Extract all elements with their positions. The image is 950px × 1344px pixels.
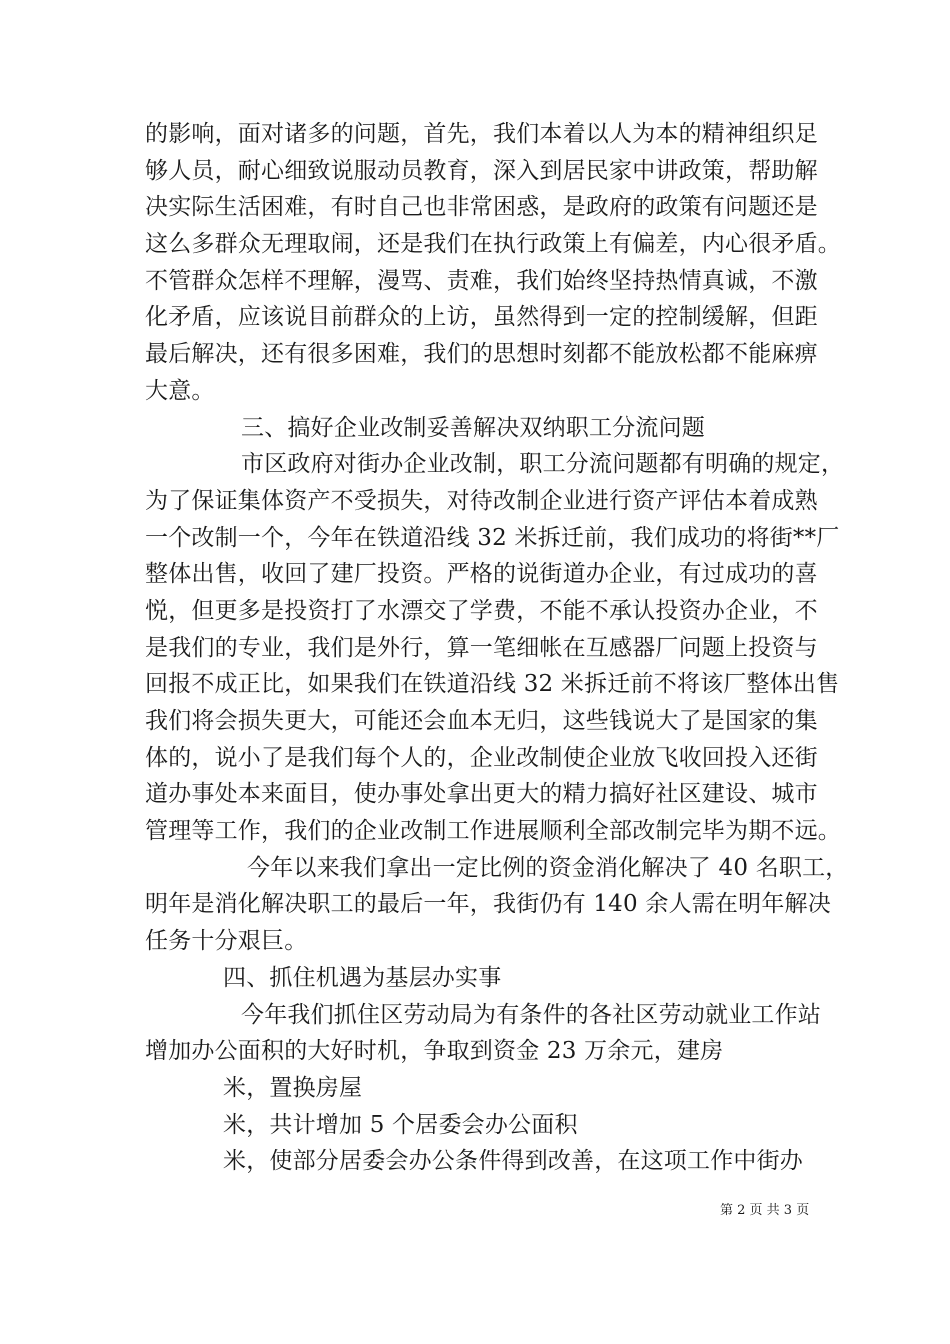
paragraph-line: 大意。 <box>145 377 215 404</box>
section-heading: 四、抓住机遇为基层办实事 <box>223 964 502 991</box>
paragraph-line: 我们将会损失更大，可能还会血本无归，这些钱说大了是国家的集 <box>145 708 818 734</box>
paragraph-line: 今年以来我们拿出一定比例的资金消化解决了 40 名职工， <box>247 854 849 881</box>
page-number-footer: 第 2 页 共 3 页 <box>720 1203 810 1218</box>
paragraph-line: 管理等工作，我们的企业改制工作进展顺利全部改制完毕为期不远。 <box>145 818 841 845</box>
paragraph-line: 决实际生活困难，有时自己也非常困惑，是政府的政策有问题还是 <box>145 194 818 221</box>
section-heading: 三、搞好企业改制妥善解决双纳职工分流问题 <box>241 414 705 441</box>
paragraph-line: 为了保证集体资产不受损失，对待改制企业进行资产评估本着成熟 <box>145 487 818 514</box>
paragraph-line: 化矛盾，应该说目前群众的上访，虽然得到一定的控制缓解，但距 <box>145 304 818 331</box>
paragraph-line: 悦，但更多是投资打了水漂交了学费，不能不承认投资办企业，不 <box>145 597 818 624</box>
paragraph-line: 是我们的专业，我们是外行，算一笔细帐在互感器厂问题上投资与 <box>145 634 818 661</box>
paragraph-line: 的影响，面对诸多的问题，首先，我们本着以人为本的精神组织足 <box>145 121 818 147</box>
paragraph-line: 一个改制一个，今年在铁道沿线 32 米拆迁前，我们成功的将街**厂 <box>145 524 840 551</box>
paragraph-line: 体的，说小了是我们每个人的，企业改制使企业放飞收回投入还街 <box>145 744 818 771</box>
paragraph-line: 够人员，耐心细致说服动员教育，深入到居民家中讲政策，帮助解 <box>145 157 818 184</box>
paragraph-line: 米，使部分居委会办公条件得到改善，在这项工作中街办 <box>223 1148 803 1175</box>
paragraph-line: 道办事处本来面目，使办事处拿出更大的精力搞好社区建设、城市 <box>145 781 818 808</box>
paragraph-line: 不管群众怎样不理解，漫骂、责难，我们始终坚持热情真诚，不激 <box>145 267 818 294</box>
paragraph-line: 任务十分艰巨。 <box>145 928 308 955</box>
paragraph-line: 最后解决，还有很多困难，我们的思想时刻都不能放松都不能麻痹 <box>145 341 818 368</box>
document-body <box>145 116 849 1180</box>
paragraph-line: 今年我们抓住区劳动局为有条件的各社区劳动就业工作站 <box>241 1001 821 1028</box>
paragraph-line: 整体出售，收回了建厂投资。严格的说街道办企业，有过成功的喜 <box>145 561 818 588</box>
paragraph-line: 明年是消化解决职工的最后一年，我街仍有 140 余人需在明年解决 <box>145 891 831 918</box>
paragraph-line: 这么多群众无理取闹，还是我们在执行政策上有偏差，内心很矛盾。 <box>145 231 841 258</box>
paragraph-line: 增加办公面积的大好时机，争取到资金 23 万余元，建房 <box>145 1038 724 1065</box>
paragraph-line: 回报不成正比，如果我们在铁道沿线 32 米拆迁前不将该厂整体出售 <box>145 671 840 698</box>
paragraph-line: 米，共计增加 5 个居委会办公面积 <box>223 1111 578 1138</box>
paragraph-line: 市区政府对街办企业改制，职工分流问题都有明确的规定， <box>241 451 845 478</box>
paragraph-line: 米，置换房屋 <box>223 1074 363 1101</box>
